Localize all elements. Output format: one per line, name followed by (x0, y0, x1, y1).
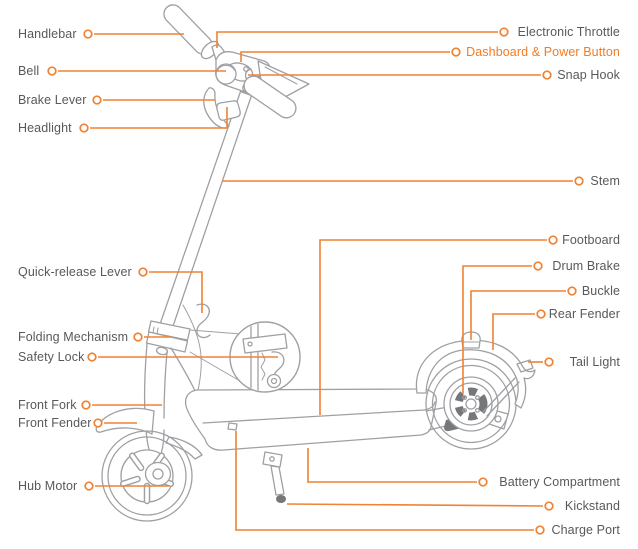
part-label-quick-release-lever: Quick-release Lever (18, 265, 132, 279)
part-marker-brake-lever (93, 96, 101, 104)
part-lead-electronic-throttle (217, 32, 498, 48)
part-lead-headlight (90, 107, 227, 128)
part-marker-charge-port (536, 526, 544, 534)
part-label-hub-motor: Hub Motor (18, 479, 78, 493)
part-marker-tail-light (545, 358, 553, 366)
part-marker-snap-hook (543, 71, 551, 79)
part-marker-battery-compartment (479, 478, 487, 486)
part-marker-quick-release-lever (139, 268, 147, 276)
part-label-bell: Bell (18, 64, 40, 78)
part-lead-dashboard-power-button (241, 52, 450, 62)
part-label-dashboard-power-button: Dashboard & Power Button (466, 45, 620, 59)
part-lead-charge-port (236, 431, 534, 530)
part-marker-front-fender (94, 419, 102, 427)
part-lead-quick-release-lever (149, 272, 202, 313)
part-marker-kickstand (545, 502, 553, 510)
part-marker-footboard (549, 236, 557, 244)
part-label-tail-light: Tail Light (569, 355, 620, 369)
part-lead-battery-compartment (308, 448, 477, 482)
part-label-electronic-throttle: Electronic Throttle (517, 25, 620, 39)
part-label-snap-hook: Snap Hook (557, 68, 620, 82)
part-marker-headlight (80, 124, 88, 132)
part-marker-dashboard-power-button (452, 48, 460, 56)
part-label-headlight: Headlight (18, 121, 72, 135)
part-label-footboard: Footboard (562, 233, 620, 247)
part-lead-drum-brake (463, 266, 532, 394)
part-label-front-fender: Front Fender (18, 416, 92, 430)
part-lead-kickstand (287, 504, 543, 506)
part-marker-drum-brake (534, 262, 542, 270)
part-label-safety-lock: Safety Lock (18, 350, 85, 364)
part-label-rear-fender: Rear Fender (548, 307, 620, 321)
part-label-buckle: Buckle (581, 284, 620, 298)
part-label-handlebar: Handlebar (18, 27, 77, 41)
part-label-charge-port: Charge Port (551, 523, 620, 537)
part-label-battery-compartment: Battery Compartment (499, 475, 620, 489)
part-marker-rear-fender (537, 310, 545, 318)
part-marker-safety-lock (88, 353, 96, 361)
part-label-front-fork: Front Fork (18, 398, 77, 412)
part-marker-electronic-throttle (500, 28, 508, 36)
part-marker-front-fork (82, 401, 90, 409)
part-lead-rear-fender (493, 314, 535, 350)
part-marker-hub-motor (85, 482, 93, 490)
part-marker-bell (48, 67, 56, 75)
part-label-folding-mechanism: Folding Mechanism (18, 330, 129, 344)
part-label-stem: Stem (590, 174, 620, 188)
part-label-drum-brake: Drum Brake (552, 259, 620, 273)
part-marker-stem (575, 177, 583, 185)
part-label-kickstand: Kickstand (564, 499, 620, 513)
part-marker-handlebar (84, 30, 92, 38)
part-marker-folding-mechanism (134, 333, 142, 341)
part-label-brake-lever: Brake Lever (18, 93, 87, 107)
part-marker-buckle (568, 287, 576, 295)
